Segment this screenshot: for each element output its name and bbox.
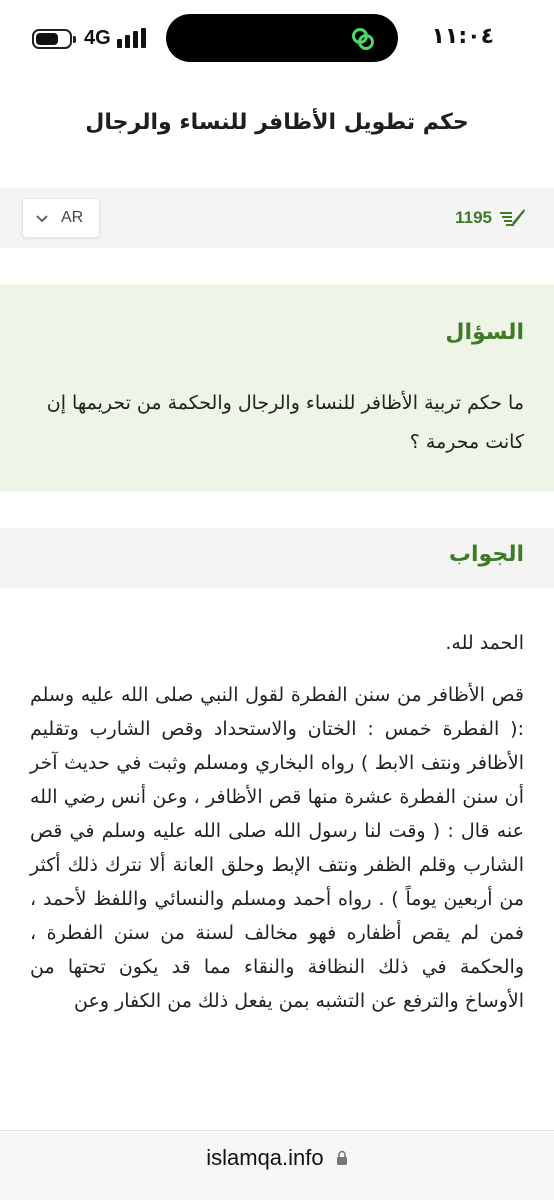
page-title: حكم تطويل الأظافر للنساء والرجال (85, 110, 469, 135)
link-icon (350, 26, 376, 52)
language-label: AR (61, 209, 84, 226)
answer-text: قص الأظافر من سنن الفطرة لقول النبي صلى الله عليه وسلم :( الفطرة خمس : الختان والاستحداد وقص الشارب وتقليم الأظافر ونتف الابط ) رواه البخاري ومسلم وثبت في حديث آخر أن سنن الفطرة عشرة منها قص الأظافر ، وعن أنس رضي الله عنه قال : ( وقت لنا رسول الله صلى الله عليه وسلم في قص الشارب وقلم الظفر ونتف الإبط وحلق العانة ألا نترك ذلك أكثر من أربعين يوماً ) . رواه أحمد ومسلم والنسائي واللفظ لأحمد ، فمن لم يقص أظفاره فهو مخالف لسنة من سنن الفطرة ، والحكمة في ذلك النظافة والنقاء مما قد يكون تحتها من الأوساخ والترفع عن التشبه بمن يفعل ذلك من الكفار وعن (30, 684, 524, 1012)
lock-icon (336, 1150, 348, 1165)
answer-header (0, 528, 554, 588)
question-text: ما حكم تربية الأظافر للنساء والرجال والحكمة من تحريمها إن كانت محرمة ؟ (46, 392, 524, 453)
language-selector[interactable] (22, 198, 100, 238)
toolbar (0, 188, 554, 248)
question-number: 1195 (455, 208, 492, 227)
url-display[interactable] (0, 1145, 554, 1171)
signal-icon (117, 28, 147, 48)
dynamic-island (166, 14, 398, 62)
answer-opening: الحمد لله. (445, 632, 524, 654)
pen-lines-icon (498, 205, 526, 229)
network-type: 4G (84, 27, 111, 49)
answer-body (30, 626, 524, 1018)
question-section (0, 284, 554, 492)
question-heading: السؤال (445, 320, 524, 345)
status-bar (0, 0, 554, 78)
answer-heading: الجواب (448, 542, 524, 567)
browser-address-bar[interactable] (0, 1130, 554, 1200)
clock: ١١:٠٤ (431, 24, 494, 49)
battery-icon (32, 29, 72, 49)
url-text: islamqa.info (206, 1145, 324, 1170)
chevron-down-icon (35, 212, 49, 226)
